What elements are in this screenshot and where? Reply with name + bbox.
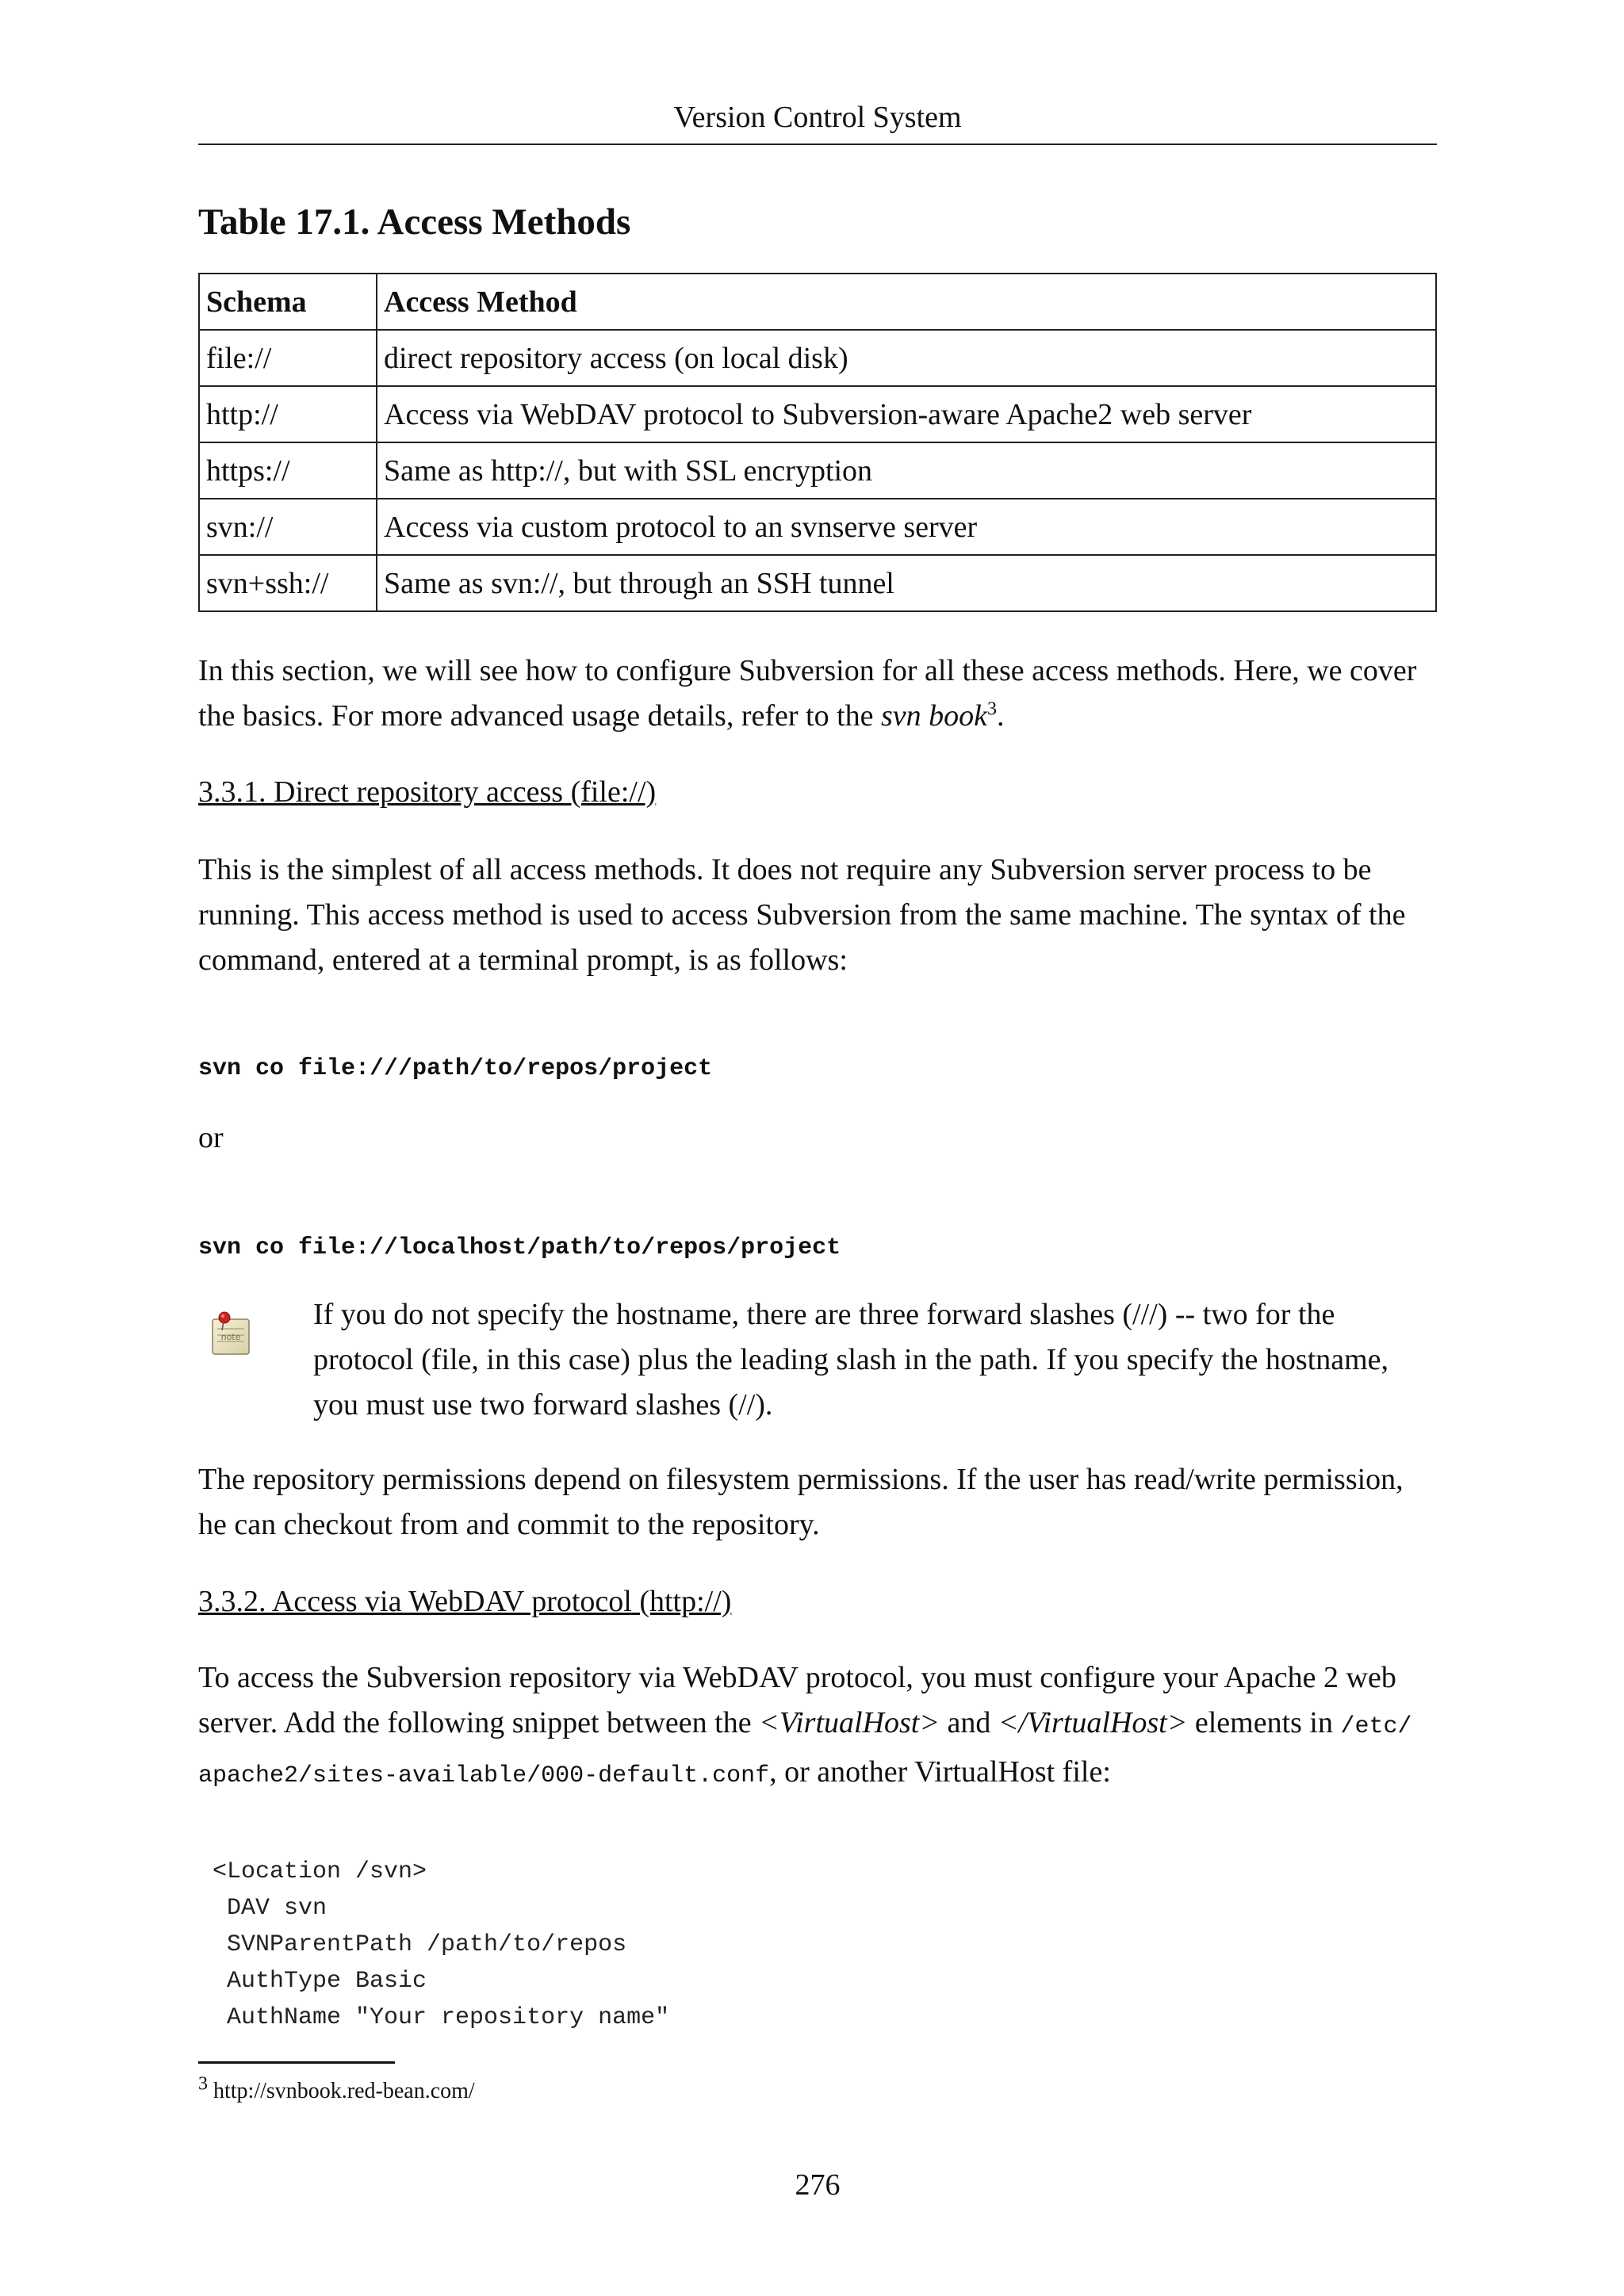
webdav-text-2: and: [940, 1706, 998, 1739]
webdav-text-4: , or another VirtualHost file:: [769, 1755, 1111, 1789]
column-header-schema: Schema: [199, 274, 377, 330]
header-rule: [198, 144, 1437, 145]
apache-config-snippet: [213, 1854, 669, 2036]
command-file-url: svn co file:///path/to/repos/project: [198, 1055, 713, 1082]
intro-text-end: .: [997, 699, 1005, 733]
code-line: SVNParentPath /path/to/repos: [213, 1931, 627, 1958]
section-heading-direct-access[interactable]: 3.3.1. Direct repository access (file://): [198, 775, 657, 809]
footnote-reference[interactable]: 3: [987, 698, 998, 720]
footnote-number: 3: [198, 2073, 208, 2095]
virtualhost-open-tag: <VirtualHost>: [759, 1706, 940, 1739]
note-icon-label: note: [220, 1332, 241, 1342]
table-header-row: [199, 274, 1436, 330]
running-header: Version Control System: [673, 101, 962, 134]
direct-access-paragraph: This is the simplest of all access methods. It does not require any Subversion server process to be running. This access method is used to access Subversion from the same machine. The syntax of the command, entered at a terminal prompt, is as follows:: [198, 853, 1406, 977]
table-caption: Table 17.1. Access Methods: [198, 201, 631, 243]
footnote-rule: [198, 2061, 395, 2064]
note-text: If you do not specify the hostname, there are three forward slashes (///) -- two for the protocol (file, in this case) plus the leading slash in the path. If you specify the hostname, you must use two forward slashes (//).: [313, 1298, 1389, 1422]
note-icon: [208, 1310, 255, 1359]
table-cell-schema: http://: [199, 386, 377, 442]
table-cell-schema: svn+ssh://: [199, 555, 377, 611]
code-line: AuthType Basic: [213, 1968, 427, 1995]
webdav-text-3: elements in: [1187, 1706, 1341, 1739]
column-header-access-method: Access Method: [377, 274, 1436, 330]
section-heading-webdav-access[interactable]: 3.3.2. Access via WebDAV protocol (http://): [198, 1585, 732, 1618]
table-cell-method: Same as http://, but with SSL encryption: [377, 442, 1436, 499]
table-row: [199, 555, 1436, 611]
webdav-paragraph: [198, 1655, 1437, 1799]
code-line: <Location /svn>: [213, 1858, 427, 1885]
table-row: [199, 442, 1436, 499]
svn-book-title: svn book: [881, 699, 988, 733]
footnote: [198, 2073, 475, 2107]
intro-text: In this section, we will see how to configure Subversion for all these access methods. Here, we cover the basics. For more advanced usage details, refer to the: [198, 654, 1417, 733]
document-page: [198, 0, 1437, 2296]
table-row: [199, 330, 1436, 386]
or-text: or: [198, 1121, 224, 1154]
command-localhost-url: svn co file://localhost/path/to/repos/project: [198, 1234, 841, 1261]
config-path-part-1: /etc/: [1340, 1713, 1412, 1740]
config-path-part-2: apache2/sites-available/000-default.conf: [198, 1762, 770, 1789]
table-row: [199, 386, 1436, 442]
table-cell-method: Same as svn://, but through an SSH tunnel: [377, 555, 1436, 611]
page-number: 276: [795, 2168, 841, 2202]
virtualhost-close-tag: </VirtualHost>: [998, 1706, 1188, 1739]
table-cell-schema: svn://: [199, 499, 377, 555]
permissions-paragraph: The repository permissions depend on filesystem permissions. If the user has read/write permission, he can checkout from and commit to the repository.: [198, 1463, 1404, 1541]
table-row: [199, 499, 1436, 555]
code-line: AuthName "Your repository name": [213, 2004, 670, 2031]
footnote-url[interactable]: http://svnbook.red-bean.com/: [213, 2079, 475, 2103]
table-cell-method: Access via custom protocol to an svnserve server: [377, 499, 1436, 555]
table-cell-schema: file://: [199, 330, 377, 386]
intro-paragraph: [198, 649, 1437, 739]
table-cell-method: direct repository access (on local disk): [377, 330, 1436, 386]
table-cell-method: Access via WebDAV protocol to Subversion-aware Apache2 web server: [377, 386, 1436, 442]
table-cell-schema: https://: [199, 442, 377, 499]
code-line: DAV svn: [213, 1895, 327, 1922]
access-methods-table: [198, 273, 1437, 612]
webdav-text-1: To access the Subversion repository via WebDAV protocol, you must configure your Apache 2 web server. Add the following snippet between the: [198, 1661, 1396, 1739]
